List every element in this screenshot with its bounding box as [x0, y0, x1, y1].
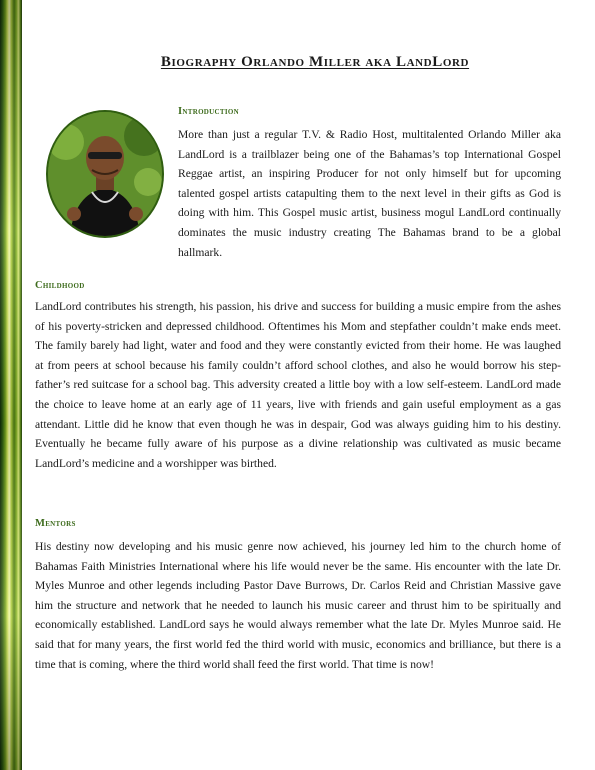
section-heading-childhood: Childhood [35, 280, 85, 291]
portrait-illustration [48, 112, 162, 236]
page-title: Biography Orlando Miller aka LandLord [160, 54, 470, 71]
section-text-childhood: LandLord contributes his strength, his passion, his drive and success for building a music empire from the ashes of his poverty-stricken and depressed childhood. Oftentimes his Mom and stepfather couldn’t make ends meet. The family barely had light, water and food and they were constantly evicted from their home. He was laughed at from peers at school because his family couldn’t afford school clothes, and also he would borrow his step-father’s red suitcase for a school bag. This adversity created a little boy with a low self-esteem. LandLord made the choice to leave home at an early age of 11 years, live with friends and gain useful employment as a gas attendant. Little did he know that even though he was in despair, God was always guiding him to his destiny. Eventually he became fully aware of his purpose as a divine relationship was cultivated as music became LandLord’s medicine and a worshipper was birthed. [35, 300, 561, 470]
section-text-introduction: More than just a regular T.V. & Radio Host, multitalented Orlando Miller aka LandLord is a trailblazer being one of the Bahamas’s top International Gospel Reggae artist, an inspiring Producer for not only himself but for upcoming talented gospel artists catapulting them to the next level in their gifts as God is doing with him. This Gospel music artist, business mogul LandLord continually dominates the music industry creating The Bahamas brand to be a global hallmark. [178, 128, 561, 259]
section-heading-mentors: Mentors [35, 518, 76, 529]
section-heading-introduction: Introduction [178, 106, 239, 117]
decorative-side-stripe [0, 0, 22, 770]
section-text-mentors: His destiny now developing and his music genre now achieved, his journey led him to the church home of Bahamas Faith Ministries International where his life would never be the same. His encounter with the late Dr. Myles Munroe and other legends including Pastor Dave Burrows, Dr. Carlos Reid and Christian Massive gave him the structure and network that he needed to launch his music career and thrust him to be spiritually and economically established. LandLord says he would always remember what the late Dr. Myles Munroe said. He said that for many years, the first world fed the third world with music, economics and brilliance, but there is a time that is coming, where the third world shall feed the first world. That time is now! [35, 540, 561, 671]
portrait-photo [46, 110, 164, 238]
